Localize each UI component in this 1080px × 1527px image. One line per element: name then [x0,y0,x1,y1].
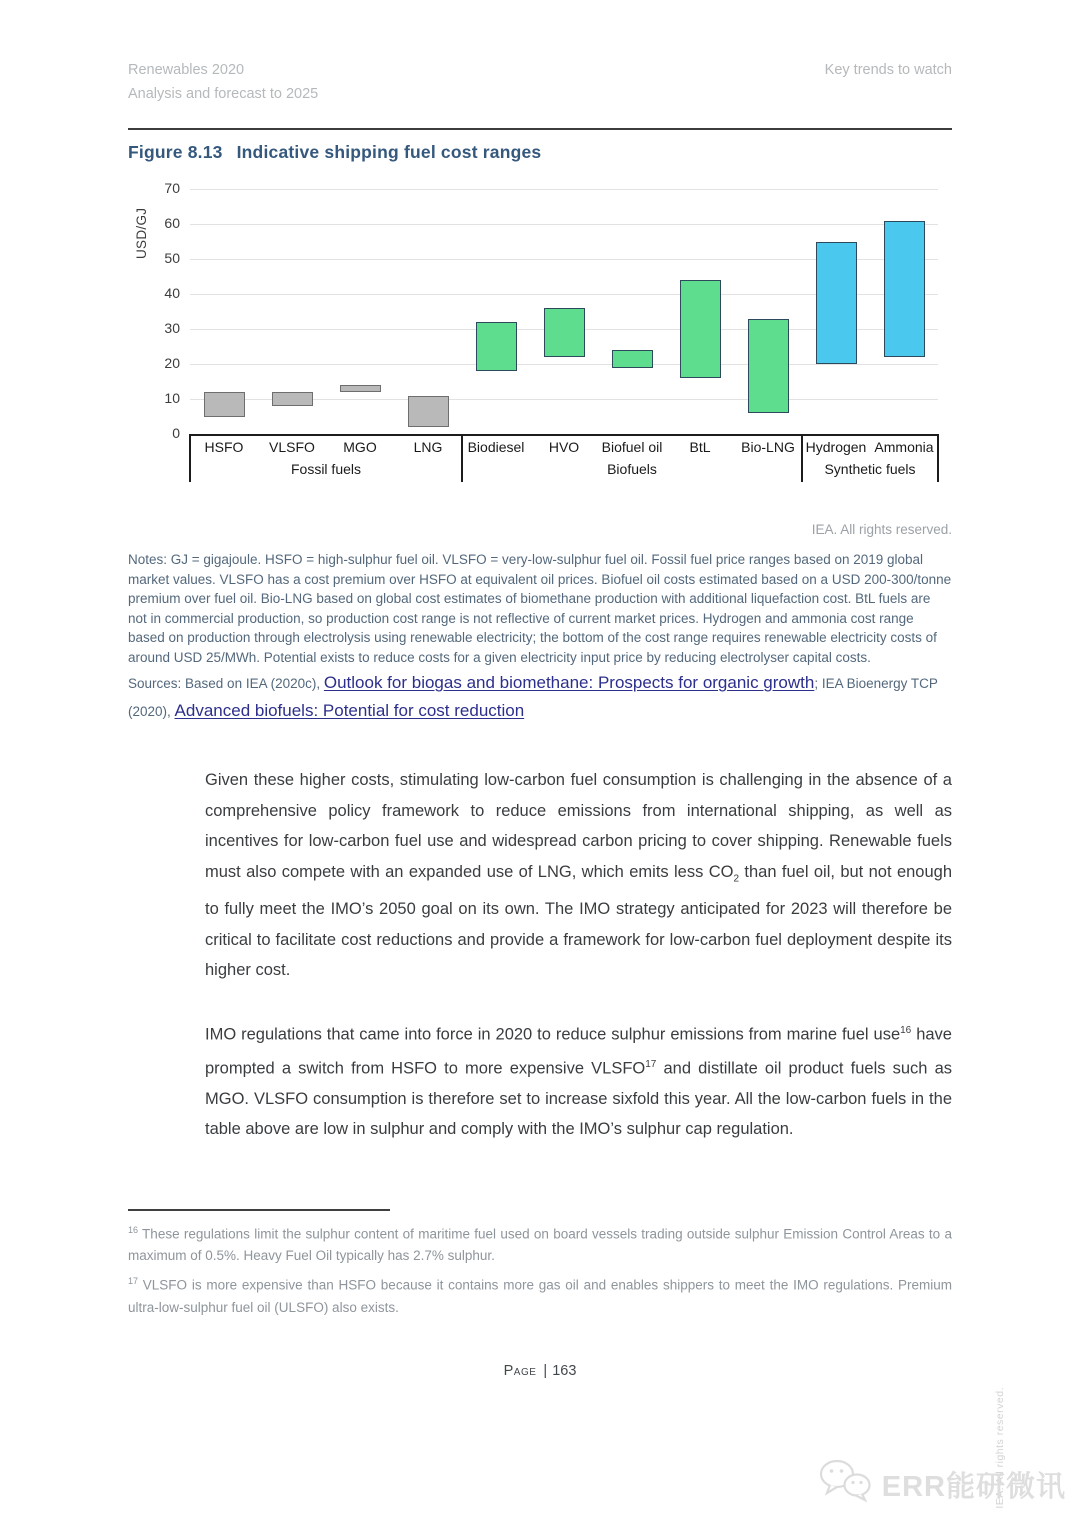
chart-attribution: IEA. All rights reserved. [811,522,952,537]
range-bar-lng [408,396,449,428]
y-tick-label: 70 [164,180,180,196]
figure-number: Figure 8.13 [128,142,223,162]
category-label-hydrogen: Hydrogen [805,439,867,455]
category-label-vlsfo: VLSFO [269,439,315,455]
y-tick-label: 20 [164,355,180,371]
wechat-icon [818,1457,874,1511]
figure-caption: Indicative shipping fuel cost ranges [236,142,542,162]
watermark-text: ERR能研微讯 [881,1470,1066,1503]
range-bar-bio-lng [748,319,789,414]
page-separator: | [543,1362,548,1379]
gridline [190,224,938,225]
range-bar-vlsfo [272,392,313,406]
footnote-divider [128,1209,390,1211]
range-bar-hsfo [204,392,245,417]
page-label: Page [503,1362,537,1379]
category-label-bio-lng: Bio-LNG [741,439,795,455]
range-bar-mgo [340,385,381,392]
y-tick-label: 50 [164,250,180,266]
fuel-cost-range-chart [128,177,952,486]
figure-sources [128,669,952,725]
footnote-ref-17: 17 [645,1058,657,1070]
watermark [818,1457,1066,1511]
category-label-hsfo: HSFO [204,439,244,455]
category-label-mgo: MGO [343,439,377,455]
range-bar-hvo [544,308,585,357]
sources-prefix: Sources: Based on IEA (2020c), [128,676,324,691]
category-label-hvo: HVO [548,439,580,455]
source-link-advanced-biofuels[interactable]: Advanced biofuels: Potential for cost reduction [174,701,525,720]
report-subtitle: Analysis and forecast to 2025 [128,86,319,102]
page-footer [128,1363,952,1379]
group-label-synthetic-fuels: Synthetic fuels [824,461,916,477]
vertical-rights-text: IEA. All rights reserved. [994,1387,1006,1509]
category-label-biodiesel: Biodiesel [467,439,525,455]
footnote-16: $^{16}$ These regulations limit the sulphur content of maritime fuel used on board vessels trading outside sulphur Emission Control Areas to a maximum of 0.5%. Heavy Fuel Oil typically has 2.7% sulphur. [128,1224,952,1264]
co2-subscript: 2 [733,872,740,884]
footnote-ref-16: 16 [900,1024,912,1036]
category-label-lng: LNG [413,439,443,455]
header-left [128,58,318,106]
page-number: 163 [552,1362,577,1379]
range-bar-btl [680,280,721,378]
category-label-biofuel-oil: Biofuel oil [601,439,663,455]
paragraph-costs-policy: Given these higher costs, stimulating low-carbon fuel consumption is challenging in the absence of a comprehensive policy framework to reduce emissions from international shipping, as well as incentives for low-carbon fuel use and widespread carbon pricing to cover shipping. Renewable fuels must also compete with an expanded use of LNG, which emits less $CO_2$ than fuel oil, but not enough to fully meet the IMO’s 2050 goal on its own. The IMO strategy anticipated for 2023 will therefore be critical to facilitate cost reductions and provide a framework for low-carbon fuel deployment despite its higher cost. [205,771,952,980]
y-axis-label: USD/GJ [134,207,149,259]
group-label-fossil-fuels: Fossil fuels [290,461,362,477]
figure-notes: Notes: GJ = gigajoule. HSFO = high-sulphur fuel oil. VLSFO = very-low-sulphur fuel oil. Fossil fuel price ranges based on 2019 global market values. VLSFO has a cost premium over HSFO at equivalent oil prices. Biofuel oil costs estimated based on a USD 200-300/tonne premium over fuel oil. Bio-LNG based on global cost estimates of biomethane production with additional liquefaction cost. BtL fuels are not in commercial production, so production cost range is not reflective of current market prices. Hydrogen and ammonia cost range based on production through electrolysis using renewable electricity; the bottom of the cost range requires renewable electricity costs of around USD 25/MWh. Potential exists to reduce costs for a given electricity input price by reducing electrolyser capital costs. [128,552,952,665]
footnote-17: $^{17}$ VLSFO is more expensive than HSFO because it contains more gas oil and enables shippers to meet the IMO regulations. Premium ultra-low-sulphur fuel oil (ULSFO) also exists. [128,1276,952,1315]
range-bar-ammonia [884,221,925,358]
y-tick-label: 30 [164,320,180,336]
y-tick-label: 10 [164,390,180,406]
range-bar-hydrogen [816,242,857,365]
paragraph-imo-regulations: IMO regulations that came into force in 2020 to reduce sulphur emissions from marine fuel use$^{16}$ have prompted a switch from HSFO to more expensive VLSFO$^{17}$ and distillate oil product fuels such as MGO. VLSFO consumption is therefore set to increase sixfold this year. All the low-carbon fuels in the table above are low in sulphur and comply with the IMO’s sulphur cap regulation. [205,1024,952,1139]
report-title: Renewables 2020 [128,62,245,78]
group-label-biofuels: Biofuels [607,461,657,477]
y-tick-label: 60 [164,215,180,231]
category-label-btl: BtL [689,439,711,455]
sources-mid: ; IEA Bioenergy TCP (2020), [128,676,938,719]
range-bar-biofuel-oil [612,350,653,368]
source-link-biogas-outlook[interactable]: Outlook for biogas and biomethane: Prospects for organic growth [323,673,815,692]
gridline [190,189,938,190]
footnotes [128,1219,952,1319]
header-right: Key trends to watch [824,62,952,78]
range-bar-biodiesel [476,322,517,371]
body-text [205,765,952,1145]
header-divider [128,128,952,130]
category-label-ammonia: Ammonia [874,439,934,455]
y-tick-label: 0 [172,425,180,441]
page-header [128,0,952,106]
figure-title [128,142,952,163]
y-tick-label: 40 [164,285,180,301]
